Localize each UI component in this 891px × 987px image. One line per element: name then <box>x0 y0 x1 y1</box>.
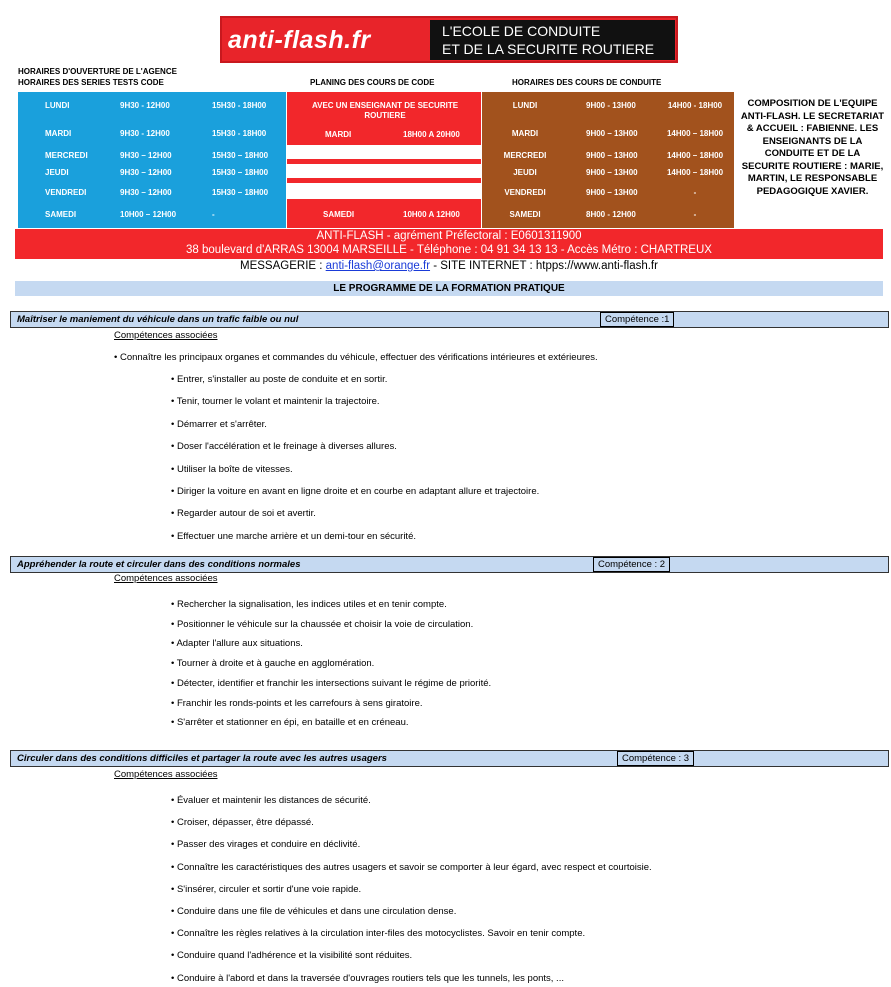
driving-pm-hours: - <box>693 210 697 219</box>
competence-header-2 <box>10 556 889 573</box>
competence-title: Circuler dans des conditions difficiles et partager la route avec les autres usagers <box>17 753 387 764</box>
agency-pm-hours: 15H30 - 18H00 <box>212 129 267 138</box>
list-item: • Tenir, tourner le volant et maintenir la trajectoire. <box>171 396 380 408</box>
agency-day: VENDREDI <box>45 188 87 197</box>
list-item: • Positionner le véhicule sur la chaussée et choisir la voie de circulation. <box>171 618 474 630</box>
agency-pm-hours: - <box>212 210 215 219</box>
list-item: • S'arrêter et stationner en épi, en bataille et en créneau. <box>171 717 409 729</box>
associated-skills-label: Compétences associées <box>114 330 218 341</box>
list-item: • Doser l'accélération et le freinage à diverses allures. <box>171 441 397 453</box>
agency-info-bar <box>15 229 883 259</box>
tagline-line-2: ET DE LA SECURITE ROUTIERE <box>442 41 655 57</box>
agency-pm-hours: 15H30 - 18H00 <box>212 101 267 110</box>
list-item: • Évaluer et maintenir les distances de sécurité. <box>171 795 371 806</box>
agency-hours-heading: HORAIRES D'OUVERTURE DE L'AGENCE <box>18 67 177 76</box>
driving-am-hours: 8H00 - 12H00 <box>586 210 636 219</box>
agency-am-hours: 10H00 – 12H00 <box>120 210 177 219</box>
agency-day: LUNDI <box>45 101 70 110</box>
competence-badge: Compétence :1 <box>600 312 674 327</box>
agency-day: SAMEDI <box>45 210 77 219</box>
email-link[interactable]: anti-flash@orange.fr <box>325 260 431 272</box>
address-line: 38 boulevard d'ARRAS 13004 MARSEILLE - Téléphone : 04 91 34 13 13 - Accès Métro : CHARTREUX <box>186 244 712 256</box>
driving-pm-hours: 14H00 – 18H00 <box>666 129 724 138</box>
website-text: - SITE INTERNET : htpps://www.anti-flash.fr <box>430 260 658 272</box>
list-item: • Diriger la voiture en avant en ligne droite et en courbe en adaptant allure et trajectoire. <box>171 486 540 497</box>
code-planning-heading: PLANING DES COURS DE CODE <box>310 78 435 87</box>
driving-am-hours: 9H00 – 13H00 <box>586 168 638 177</box>
list-item: • Conduire quand l'adhérence et la visibilité sont réduites. <box>171 950 413 962</box>
driving-pm-hours: 14H00 – 18H00 <box>666 151 724 160</box>
code-teacher-heading: AVEC UN ENSEIGNANT DE SECURITE ROUTIERE <box>311 101 459 120</box>
driving-pm-hours: - <box>693 188 697 197</box>
driving-am-hours: 9H00 – 13H00 <box>586 151 638 160</box>
agency-am-hours: 9H30 – 12H00 <box>120 188 172 197</box>
agency-pm-hours: 15H30 – 18H00 <box>212 168 269 177</box>
driving-hours-heading: HORAIRES DES COURS DE CONDUITE <box>512 78 662 87</box>
agency-am-hours: 9H30 - 12H00 <box>120 101 170 110</box>
agency-pm-hours: 15H30 – 18H00 <box>212 151 269 160</box>
driving-day: SAMEDI <box>509 210 541 219</box>
agency-day: MARDI <box>45 129 72 138</box>
driving-pm-hours: 14H00 - 18H00 <box>667 101 723 110</box>
agency-day: JEUDI <box>45 168 69 177</box>
competence-header-3 <box>10 750 889 767</box>
agency-am-hours: 9H30 – 12H00 <box>120 168 172 177</box>
list-item: • Rechercher la signalisation, les indices utiles et en tenir compte. <box>171 599 447 610</box>
logo-tagline <box>430 20 675 60</box>
test-series-heading: HORAIRES DES SERIES TESTS CODE <box>18 78 164 87</box>
tagline-line-1: L'ECOLE DE CONDUITE <box>442 23 601 39</box>
driving-day: LUNDI <box>512 101 538 110</box>
agency-am-hours: 9H30 - 12H00 <box>120 129 170 138</box>
list-item: • Conduire à l'abord et dans la traversée d'ouvrages routiers tels que les tunnels, les ponts, ... <box>171 972 564 984</box>
team-description: COMPOSITION DE L'EQUIPE ANTI-FLASH. LE SECRETARIAT & ACCUEIL : FABIENNE. LES ENSEIGNANTS DE LA CONDUITE ET DE LA SECURITE ROUTIERE : MARIE, MARTIN, LE RESPONSABLE PEDAGOGIQUE XAVIER. <box>740 98 885 197</box>
code-day: SAMEDI <box>323 210 355 219</box>
competence-title: Maîtriser le maniement du véhicule dans un trafic faible ou nul <box>17 314 299 325</box>
driving-schedule-panel <box>482 92 734 228</box>
code-empty-row <box>287 183 481 199</box>
list-item: • Regarder autour de soi et avertir. <box>171 508 316 520</box>
list-item: • Conduire dans une file de véhicules et dans une circulation dense. <box>171 906 457 917</box>
driving-am-hours: 9H00 – 13H00 <box>586 129 638 138</box>
code-empty-row <box>287 164 481 178</box>
competence-header-1 <box>10 311 889 328</box>
driving-day: JEUDI <box>513 168 537 177</box>
driving-am-hours: 9H00 – 13H00 <box>586 188 638 197</box>
list-item: • Adapter l'allure aux situations. <box>171 638 303 650</box>
programme-title: LE PROGRAMME DE LA FORMATION PRATIQUE <box>15 281 883 296</box>
code-empty-row <box>287 145 481 159</box>
list-item: • Entrer, s'installer au poste de conduite et en sortir. <box>171 374 388 385</box>
agency-day: MERCREDI <box>45 151 88 160</box>
agency-am-hours: 9H30 – 12H00 <box>120 151 172 160</box>
list-item: • Effectuer une marche arrière et un demi-tour en sécurité. <box>171 530 416 542</box>
driving-day: VENDREDI <box>504 188 546 197</box>
agency-pm-hours: 15H30 – 18H00 <box>212 188 269 197</box>
code-time: 10H00 A 12H00 <box>403 210 460 219</box>
competence-title: Appréhender la route et circuler dans des conditions normales <box>17 559 301 570</box>
list-item: • S'insérer, circuler et sortir d'une voie rapide. <box>171 883 362 895</box>
agency-schedule-panel <box>18 92 286 228</box>
driving-am-hours: 9H00 - 13H00 <box>586 101 636 110</box>
driving-day: MARDI <box>511 129 539 138</box>
list-item: • Connaître les principaux organes et commandes du véhicule, effectuer des vérifications intérieures et extérieures. <box>114 352 598 363</box>
driving-pm-hours: 14H00 – 18H00 <box>666 168 724 177</box>
logo-banner <box>220 16 678 63</box>
code-day: MARDI <box>325 130 352 139</box>
list-item: • Connaître les règles relatives à la circulation inter-files des motocyclistes. Savoir en tenir compte. <box>171 928 586 940</box>
list-item: • Franchir les ronds-points et les carrefours à sens giratoire. <box>171 697 423 709</box>
list-item: • Démarrer et s'arrêter. <box>171 418 267 430</box>
contact-line <box>15 260 883 272</box>
code-time: 18H00 A 20H00 <box>403 130 460 139</box>
associated-skills-label: Compétences associées <box>114 573 218 584</box>
list-item: • Tourner à droite et à gauche en agglomération. <box>171 658 375 670</box>
list-item: • Utiliser la boîte de vitesses. <box>171 463 293 475</box>
approval-line: ANTI-FLASH - agrément Préfectoral : E0601311900 <box>316 230 582 242</box>
driving-day: MERCREDI <box>503 151 547 160</box>
list-item: • Détecter, identifier et franchir les intersections suivant le régime de priorité. <box>171 677 492 689</box>
associated-skills-label: Compétences associées <box>114 769 218 780</box>
brand-name: anti-flash.fr <box>228 26 371 54</box>
messagerie-label: MESSAGERIE : <box>240 260 326 272</box>
list-item: • Croiser, dépasser, être dépassé. <box>171 817 314 829</box>
competence-badge: Compétence : 2 <box>593 557 670 572</box>
list-item: • Passer des virages et conduire en déclivité. <box>171 839 361 851</box>
list-item: • Connaître les caractéristiques des autres usagers et savoir se comporter à leur égard, avec respect et courtoisie. <box>171 861 652 873</box>
competence-badge: Compétence : 3 <box>617 751 694 766</box>
